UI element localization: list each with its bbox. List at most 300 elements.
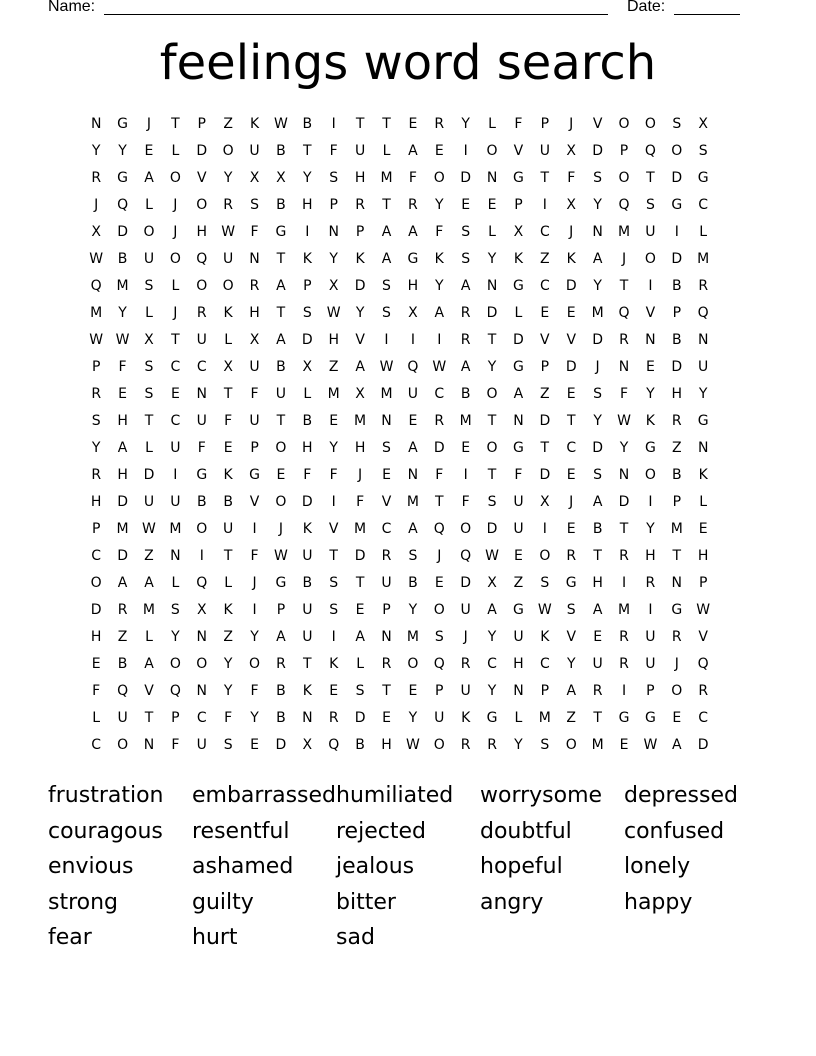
grid-letter: F: [92, 683, 101, 699]
grid-letter: T: [223, 386, 233, 402]
grid-letter: O: [433, 737, 445, 753]
grid-letter: H: [671, 386, 683, 402]
grid-row: [83, 273, 743, 300]
grid-letter: F: [435, 224, 444, 240]
grid-letter: E: [566, 305, 576, 321]
grid-letter: D: [513, 332, 524, 348]
grid-letter: T: [276, 251, 286, 267]
grid-letter: C: [91, 548, 102, 564]
grid-letter: G: [671, 602, 683, 618]
grid-letter: T: [382, 116, 391, 132]
grid-letter: E: [461, 197, 471, 213]
grid-letter: J: [621, 251, 627, 267]
word-list-item: couragous: [48, 818, 163, 844]
grid-letter: O: [222, 278, 234, 294]
grid-letter: Y: [118, 143, 127, 159]
grid-letter: W: [405, 737, 420, 753]
grid-letter: V: [698, 629, 708, 645]
grid-letter: R: [619, 332, 629, 348]
grid-letter: R: [434, 413, 445, 429]
grid-letter: T: [171, 116, 180, 132]
word-list-item: hurt: [192, 925, 238, 950]
grid-letter: O: [644, 116, 656, 132]
grid-letter: H: [407, 278, 419, 294]
grid-letter: U: [302, 548, 313, 564]
grid-letter: U: [381, 575, 392, 591]
grid-letter: J: [569, 224, 574, 240]
grid-letter: E: [355, 602, 365, 618]
grid-letter: G: [697, 170, 709, 186]
grid-letter: P: [91, 521, 101, 537]
grid-letter: M: [354, 413, 367, 429]
grid-row: [83, 435, 743, 462]
grid-letter: A: [144, 575, 154, 591]
grid-letter: S: [540, 737, 550, 753]
grid-letter: S: [382, 305, 391, 321]
grid-letter: S: [329, 575, 339, 591]
grid-letter: X: [144, 332, 154, 348]
grid-letter: C: [170, 359, 181, 375]
grid-letter: K: [302, 521, 312, 537]
grid-letter: R: [408, 197, 418, 213]
grid-letter: Y: [250, 710, 259, 726]
grid-letter: E: [487, 197, 497, 213]
grid-letter: E: [382, 710, 391, 726]
word-list-item: doubtful: [480, 818, 572, 844]
grid-letter: S: [566, 602, 576, 618]
grid-letter: D: [90, 602, 102, 618]
grid-letter: W: [274, 116, 288, 132]
grid-letter: D: [117, 224, 128, 240]
grid-letter: H: [645, 548, 656, 564]
grid-row: [83, 381, 743, 408]
grid-letter: P: [171, 710, 180, 726]
grid-letter: N: [196, 386, 207, 402]
grid-letter: B: [460, 386, 471, 402]
grid-letter: U: [223, 521, 234, 537]
grid-letter: T: [593, 548, 602, 564]
grid-letter: A: [355, 629, 365, 645]
word-list-item: fear: [48, 925, 92, 950]
grid-row: [83, 408, 743, 435]
grid-letter: I: [384, 332, 389, 348]
grid-letter: L: [92, 710, 101, 726]
grid-letter: G: [697, 413, 709, 429]
grid-letter: F: [224, 413, 233, 429]
grid-letter: Q: [90, 278, 102, 294]
grid-letter: L: [303, 386, 312, 402]
grid-letter: M: [459, 413, 472, 429]
grid-letter: E: [91, 656, 101, 672]
grid-letter: B: [223, 494, 233, 510]
grid-letter: B: [276, 143, 286, 159]
grid-letter: H: [302, 440, 313, 456]
grid-letter: W: [379, 359, 394, 375]
grid-letter: B: [117, 251, 128, 267]
grid-letter: U: [513, 521, 524, 537]
grid-letter: K: [513, 251, 524, 267]
grid-letter: N: [381, 629, 392, 645]
grid-letter: Y: [118, 305, 127, 321]
grid-letter: R: [91, 467, 102, 483]
grid-letter: R: [698, 278, 709, 294]
grid-letter: F: [356, 494, 365, 510]
grid-letter: A: [592, 602, 603, 618]
grid-letter: Y: [223, 170, 233, 186]
grid-letter: A: [355, 359, 365, 375]
grid-letter: S: [302, 305, 312, 321]
grid-letter: L: [488, 224, 496, 240]
grid-letter: T: [487, 467, 497, 483]
grid-letter: F: [118, 359, 127, 375]
grid-letter: S: [355, 683, 365, 699]
grid-letter: M: [380, 170, 393, 186]
grid-letter: S: [91, 413, 101, 429]
grid-letter: Y: [329, 251, 338, 267]
grid-letter: N: [697, 332, 709, 348]
word-list-item: jealous: [336, 854, 415, 879]
grid-letter: F: [329, 467, 338, 483]
grid-letter: W: [696, 602, 711, 618]
grid-letter: S: [487, 494, 497, 510]
grid-letter: B: [302, 116, 313, 132]
grid-letter: N: [592, 224, 603, 240]
grid-letter: F: [329, 143, 338, 159]
grid-letter: S: [593, 467, 603, 483]
grid-letter: L: [382, 143, 391, 159]
grid-letter: D: [460, 575, 472, 591]
grid-letter: E: [250, 737, 259, 753]
grid-letter: O: [539, 548, 551, 564]
grid-letter: J: [278, 521, 283, 537]
grid-letter: B: [196, 494, 207, 510]
grid-letter: R: [381, 548, 392, 564]
grid-letter: S: [461, 251, 471, 267]
grid-letter: D: [697, 737, 709, 753]
grid-letter: T: [355, 116, 365, 132]
word-list-item: depressed: [624, 783, 738, 808]
grid-letter: P: [540, 116, 550, 132]
grid-letter: V: [249, 494, 260, 510]
grid-letter: J: [569, 116, 574, 132]
grid-row: [83, 732, 743, 759]
grid-letter: V: [566, 332, 577, 348]
grid-letter: P: [355, 224, 365, 240]
grid-letter: R: [91, 386, 102, 402]
grid-letter: G: [644, 710, 656, 726]
grid-letter: J: [358, 467, 363, 483]
grid-letter: N: [249, 251, 260, 267]
grid-letter: I: [648, 278, 653, 294]
grid-letter: R: [487, 737, 497, 753]
grid-letter: E: [619, 737, 629, 753]
header: [0, 0, 816, 20]
grid-letter: N: [671, 575, 683, 591]
grid-letter: D: [592, 143, 603, 159]
grid-letter: G: [117, 116, 129, 132]
grid-letter: G: [486, 710, 498, 726]
grid-letter: G: [618, 710, 630, 726]
grid-letter: R: [671, 629, 682, 645]
grid-letter: I: [648, 602, 653, 618]
grid-letter: E: [540, 305, 550, 321]
grid-letter: R: [381, 656, 392, 672]
grid-letter: G: [407, 251, 419, 267]
word-list: [48, 778, 788, 956]
grid-letter: E: [461, 440, 471, 456]
grid-letter: Q: [196, 575, 208, 591]
grid-letter: H: [328, 332, 339, 348]
grid-letter: D: [354, 548, 366, 564]
grid-letter: O: [222, 143, 234, 159]
grid-letter: F: [435, 467, 444, 483]
grid-letter: X: [328, 278, 339, 294]
grid-letter: D: [354, 710, 366, 726]
grid-letter: P: [91, 359, 101, 375]
grid-letter: Q: [117, 683, 129, 699]
grid-letter: U: [143, 251, 155, 267]
grid-letter: F: [619, 386, 629, 402]
grid-letter: C: [487, 656, 497, 672]
grid-letter: B: [592, 521, 603, 537]
grid-letter: A: [592, 251, 603, 267]
grid-letter: C: [196, 359, 207, 375]
grid-letter: A: [381, 224, 392, 240]
grid-letter: W: [326, 305, 341, 321]
grid-letter: P: [250, 440, 259, 456]
grid-letter: F: [408, 170, 417, 186]
grid-letter: I: [252, 521, 257, 537]
grid-letter: J: [437, 548, 442, 564]
grid-letter: N: [170, 548, 181, 564]
grid-letter: I: [463, 143, 468, 159]
grid-letter: I: [648, 494, 653, 510]
grid-letter: O: [196, 521, 208, 537]
grid-letter: K: [249, 116, 260, 132]
grid-letter: E: [329, 683, 339, 699]
grid-letter: J: [463, 629, 468, 645]
grid-letter: U: [645, 656, 656, 672]
grid-row: [83, 516, 743, 543]
grid-letter: I: [542, 197, 547, 213]
grid-letter: H: [697, 548, 709, 564]
grid-letter: Y: [250, 629, 259, 645]
grid-letter: V: [381, 494, 392, 510]
grid-letter: T: [434, 494, 444, 510]
grid-letter: K: [540, 629, 550, 645]
grid-letter: D: [486, 521, 498, 537]
grid-row: [83, 354, 743, 381]
grid-letter: U: [698, 359, 709, 375]
grid-letter: Y: [593, 278, 602, 294]
word-list-item: humiliated: [336, 783, 454, 808]
grid-letter: Y: [646, 386, 655, 402]
grid-letter: T: [487, 332, 497, 348]
grid-letter: F: [197, 440, 206, 456]
grid-letter: H: [354, 170, 366, 186]
grid-letter: N: [618, 467, 630, 483]
grid-letter: U: [249, 143, 260, 159]
grid-letter: P: [435, 683, 444, 699]
grid-letter: T: [540, 170, 550, 186]
grid-letter: P: [276, 602, 286, 618]
grid-letter: L: [699, 224, 708, 240]
word-list-item: sad: [336, 925, 375, 950]
grid-letter: X: [566, 143, 577, 159]
grid-letter: E: [329, 413, 339, 429]
grid-letter: L: [514, 305, 523, 321]
grid-letter: Q: [697, 305, 709, 321]
grid-row: [83, 462, 743, 489]
word-list-item: lonely: [624, 854, 691, 879]
grid-letter: I: [331, 494, 336, 510]
grid-letter: B: [276, 197, 286, 213]
grid-letter: O: [565, 737, 577, 753]
grid-letter: A: [566, 683, 577, 699]
grid-letter: Y: [303, 170, 312, 186]
grid-letter: R: [698, 683, 709, 699]
grid-letter: N: [486, 170, 498, 186]
grid-letter: T: [303, 143, 312, 159]
grid-letter: O: [143, 224, 155, 240]
grid-letter: Y: [223, 656, 233, 672]
word-list-item: envious: [48, 854, 134, 879]
grid-letter: P: [540, 359, 550, 375]
grid-letter: U: [407, 386, 418, 402]
grid-letter: O: [90, 575, 102, 591]
grid-letter: Q: [117, 197, 129, 213]
grid-letter: F: [567, 170, 576, 186]
grid-letter: Z: [328, 359, 339, 375]
grid-letter: O: [407, 656, 419, 672]
grid-letter: U: [302, 602, 313, 618]
grid-letter: Y: [408, 602, 418, 618]
grid-letter: F: [250, 683, 259, 699]
grid-letter: K: [302, 251, 312, 267]
grid-letter: Y: [223, 683, 233, 699]
grid-letter: L: [224, 575, 233, 591]
grid-letter: F: [171, 737, 180, 753]
grid-letter: A: [672, 737, 682, 753]
grid-row: [83, 543, 743, 570]
grid-letter: E: [170, 386, 180, 402]
grid-letter: A: [381, 251, 392, 267]
grid-letter: S: [382, 440, 391, 456]
grid-letter: Z: [223, 629, 233, 645]
grid-letter: W: [142, 521, 156, 537]
grid-letter: A: [408, 521, 418, 537]
word-list-item: guilty: [192, 889, 254, 915]
grid-letter: T: [540, 440, 550, 456]
grid-letter: C: [566, 440, 577, 456]
grid-letter: Y: [329, 440, 338, 456]
grid-letter: N: [486, 278, 498, 294]
grid-letter: F: [224, 710, 233, 726]
grid-letter: S: [698, 143, 708, 159]
word-list-item: confused: [624, 818, 725, 844]
grid-row: [83, 327, 743, 354]
grid-letter: Y: [619, 440, 629, 456]
grid-letter: H: [592, 575, 603, 591]
grid-letter: W: [89, 332, 104, 348]
grid-letter: J: [569, 494, 574, 510]
grid-letter: E: [223, 440, 233, 456]
grid-letter: S: [461, 224, 471, 240]
grid-letter: J: [252, 575, 257, 591]
grid-letter: I: [674, 224, 679, 240]
grid-letter: O: [169, 170, 181, 186]
grid-letter: E: [408, 683, 418, 699]
word-list-item: ashamed: [192, 854, 294, 879]
grid-letter: D: [539, 413, 551, 429]
grid-letter: H: [90, 629, 102, 645]
grid-letter: T: [144, 710, 154, 726]
grid-row: [83, 219, 743, 246]
grid-letter: U: [354, 143, 366, 159]
grid-letter: G: [513, 170, 524, 186]
grid-letter: R: [355, 197, 365, 213]
grid-letter: D: [671, 170, 683, 186]
grid-letter: R: [196, 305, 207, 321]
grid-letter: D: [592, 440, 603, 456]
grid-letter: R: [117, 602, 128, 618]
grid-letter: C: [539, 224, 550, 240]
grid-letter: B: [671, 332, 682, 348]
grid-letter: T: [672, 548, 682, 564]
grid-letter: E: [434, 143, 444, 159]
grid-letter: B: [671, 278, 682, 294]
grid-letter: G: [275, 224, 287, 240]
grid-letter: T: [619, 278, 629, 294]
grid-letter: I: [621, 683, 627, 699]
grid-letter: O: [169, 656, 181, 672]
grid-letter: K: [302, 683, 312, 699]
grid-row: [83, 246, 743, 273]
grid-letter: M: [116, 521, 129, 537]
word-list-item: strong: [48, 889, 119, 915]
grid-letter: U: [143, 494, 155, 510]
grid-letter: H: [354, 440, 366, 456]
grid-letter: F: [461, 494, 470, 510]
grid-letter: O: [196, 197, 208, 213]
grid-letter: N: [143, 737, 155, 753]
grid-letter: U: [460, 683, 471, 699]
grid-letter: G: [249, 467, 260, 483]
grid-letter: X: [91, 224, 101, 240]
grid-letter: U: [249, 413, 260, 429]
grid-letter: M: [591, 737, 604, 753]
grid-letter: Y: [487, 251, 497, 267]
grid-row: [83, 705, 743, 732]
grid-letter: Q: [328, 737, 340, 753]
grid-letter: L: [699, 494, 708, 510]
grid-letter: E: [408, 413, 418, 429]
grid-letter: G: [513, 602, 524, 618]
grid-letter: E: [434, 575, 444, 591]
grid-letter: U: [170, 440, 181, 456]
grid-letter: W: [89, 251, 104, 267]
grid-letter: L: [224, 332, 233, 348]
grid-letter: G: [196, 467, 208, 483]
grid-letter: S: [434, 629, 444, 645]
grid-letter: Y: [593, 413, 602, 429]
grid-letter: C: [170, 413, 181, 429]
grid-letter: G: [644, 440, 656, 456]
grid-letter: C: [539, 278, 550, 294]
grid-letter: K: [461, 710, 471, 726]
grid-letter: S: [593, 170, 603, 186]
grid-letter: E: [566, 467, 576, 483]
